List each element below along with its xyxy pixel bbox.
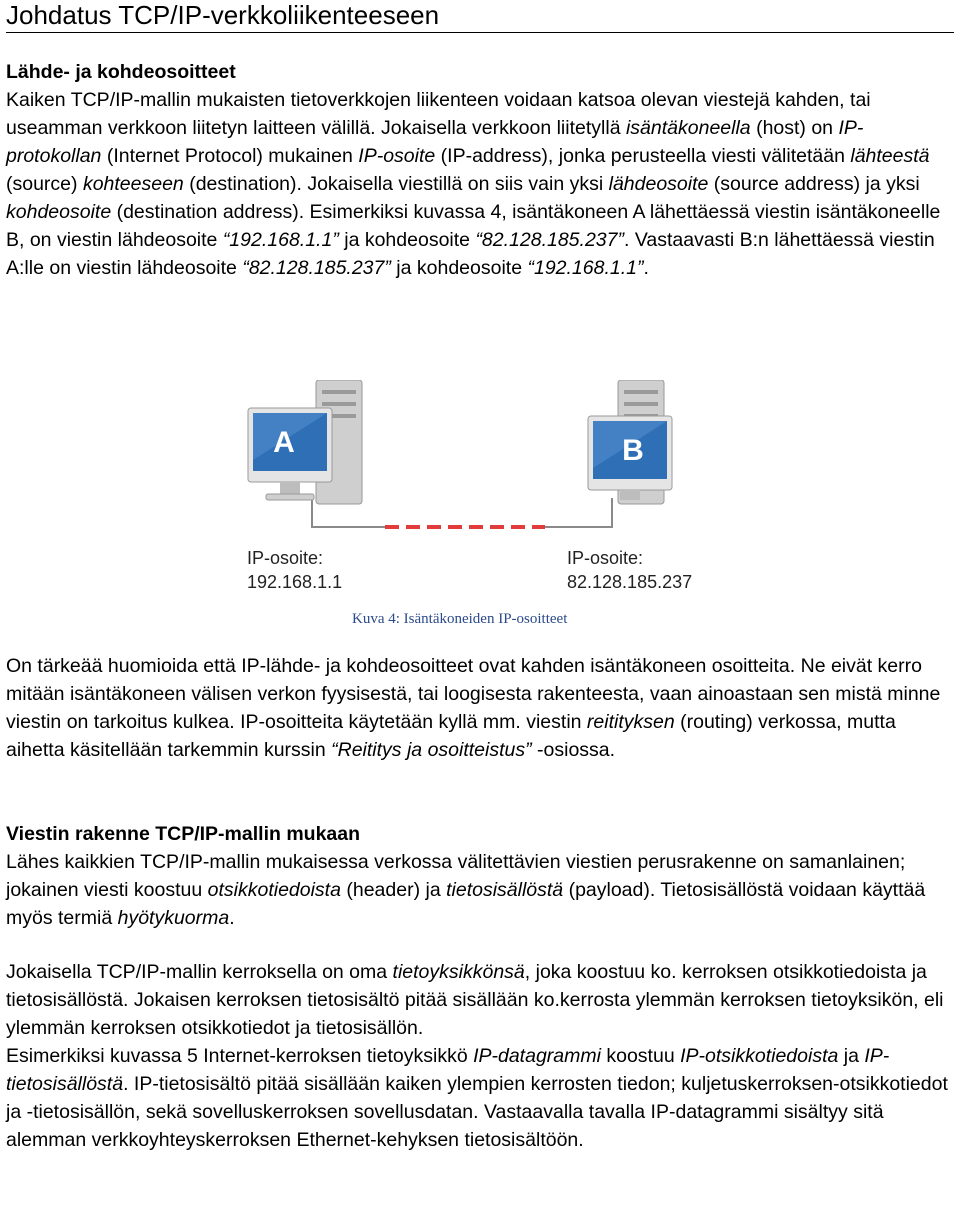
- host-a-ip-label: IP-osoite:: [247, 548, 324, 568]
- emphasized-term: tietoyksikkönsä: [392, 961, 525, 983]
- text-run: Esimerkiksi kuvassa 5 Internet-kerroksen tietoyksikkö: [6, 1045, 474, 1067]
- emphasized-term: “82.128.185.237”: [242, 257, 391, 279]
- section-message-structure: [6, 820, 958, 1154]
- text-run: (routing) verkossa, mutta aihetta käsitellään tarkemmin kurssin: [6, 711, 896, 761]
- emphasized-term: “192.168.1.1”: [222, 229, 339, 251]
- text-run: . IP-tietosisältö pitää sisällään kaiken ylempien kerrosten tiedon; kuljetuskerroksen-otsikkotiedot ja -tietosisällön, sekä sovelluskerroksen sovellusdatan. Vastaavalla tavalla IP-datagrammi sisältyy sitä alemman verkkoyhteyskerroksen Ethernet-kehyksen tietosisältöön.: [6, 1073, 948, 1151]
- host-b-computer: [588, 380, 672, 504]
- emphasized-term: lähteestä: [850, 145, 930, 167]
- text-run: (header) ja: [340, 879, 447, 901]
- emphasized-term: IP-tietosisällöstä: [6, 1045, 890, 1095]
- text-run: (source address) ja yksi: [708, 173, 920, 195]
- paragraph: [6, 848, 958, 932]
- emphasized-term: hyötykuorma: [117, 907, 230, 929]
- text-run: koostuu: [600, 1045, 681, 1067]
- host-a-letter: A: [273, 426, 295, 459]
- host-a-ip: 192.168.1.1: [247, 572, 343, 592]
- emphasized-term: IP-protokollan: [6, 117, 864, 167]
- emphasized-term: reitityksen: [586, 711, 675, 733]
- paragraph: [6, 86, 958, 282]
- text-run: (Internet Protocol) mukainen: [101, 145, 359, 167]
- text-run: (destination address). Esimerkiksi kuvassa 4, isäntäkoneen A lähettäessä viestin isäntäkoneelle B, on viestin lähdeosoite: [6, 201, 941, 251]
- text-run: . Vastaavasti B:n lähettäessä viestin A:lle on viestin lähdeosoite: [6, 229, 935, 279]
- figure-caption: Kuva 4: Isäntäkoneiden IP-osoitteet: [352, 611, 568, 627]
- emphasized-term: lähdeosoite: [608, 173, 709, 195]
- text-run: , joka koostuu ko. kerroksen otsikkotiedoista ja tietosisällöstä. Jokaisen kerroksen tietosisältö pitää sisällään ko.kerrosta ylemmän kerroksen tietoyksikön, eli ylemmän kerroksen otsikkotiedot ja tietosisällön.: [6, 961, 944, 1039]
- emphasized-term: IP-otsikkotiedoista: [680, 1045, 839, 1067]
- section-heading: Lähde- ja kohdeosoitteet: [6, 61, 236, 83]
- section-heading: Viestin rakenne TCP/IP-mallin mukaan: [6, 823, 361, 845]
- host-b-ip-label: IP-osoite:: [567, 548, 644, 568]
- paragraph: [6, 1042, 958, 1154]
- text-run: (payload). Tietosisällöstä voidaan käyttää myös termiä: [6, 879, 926, 929]
- document-title: Johdatus TCP/IP-verkkoliikenteeseen: [6, 0, 954, 33]
- emphasized-term: kohdeosoite: [6, 201, 112, 223]
- emphasized-term: IP-datagrammi: [473, 1045, 601, 1067]
- text-run: Jokaisella TCP/IP-mallin kerroksella on oma: [6, 961, 393, 983]
- emphasized-term: “192.168.1.1”: [527, 257, 644, 279]
- emphasized-term: tietosisällöstä: [446, 879, 564, 901]
- text-run: On tärkeää huomioida että IP-lähde- ja kohdeosoitteet ovat kahden isäntäkoneen osoitteita. Ne eivät kerro mitään isäntäkoneen välisen verkon fyysisestä, tai loogisesta rakenteesta, vaan ainoastaan sen mistä minne viestin on tarkoitus kulkea. IP-osoitteita käytetään kyllä mm. viestin: [6, 655, 941, 733]
- text-run: -osiossa.: [531, 739, 616, 761]
- text-run: .: [643, 257, 649, 279]
- host-a-computer: [248, 380, 362, 504]
- host-b-ip: 82.128.185.237: [567, 572, 693, 592]
- emphasized-term: isäntäkoneella: [625, 117, 751, 139]
- text-run: (host) on: [750, 117, 839, 139]
- paragraph: [6, 958, 958, 1042]
- text-run: Kaiken TCP/IP-mallin mukaisten tietoverkkojen liikenteen voidaan katsoa olevan viestejä kahden, tai useamman verkkoon liitetyn laitteen välillä. Jokaisella verkkoon liitetyllä: [6, 89, 871, 139]
- cable-b: [545, 498, 612, 527]
- emphasized-term: “Reititys ja osoitteistus”: [331, 739, 532, 761]
- text-run: .: [229, 907, 235, 929]
- text-run: (source): [6, 173, 83, 195]
- text-run: (IP-address), jonka perusteella viesti välitetään: [435, 145, 851, 167]
- network-diagram: [0, 380, 960, 630]
- paragraph: [6, 652, 958, 764]
- emphasized-term: otsikkotiedoista: [207, 879, 341, 901]
- text-run: ja kohdeosoite: [390, 257, 528, 279]
- text-run: ja: [838, 1045, 865, 1067]
- emphasized-term: “82.128.185.237”: [475, 229, 624, 251]
- text-run: (destination). Jokaisella viestillä on siis vain yksi: [183, 173, 609, 195]
- text-run: ja kohdeosoite: [338, 229, 476, 251]
- section-source-destination: [6, 58, 958, 282]
- text-run: Lähes kaikkien TCP/IP-mallin mukaisessa verkossa välitettävien viestien perusrakenne on samanlainen; jokainen viesti koostuu: [6, 851, 906, 901]
- host-b-letter: B: [622, 434, 644, 467]
- emphasized-term: IP-osoite: [358, 145, 436, 167]
- emphasized-term: kohteeseen: [82, 173, 184, 195]
- network-figure: [0, 380, 960, 630]
- section-note: [6, 652, 958, 764]
